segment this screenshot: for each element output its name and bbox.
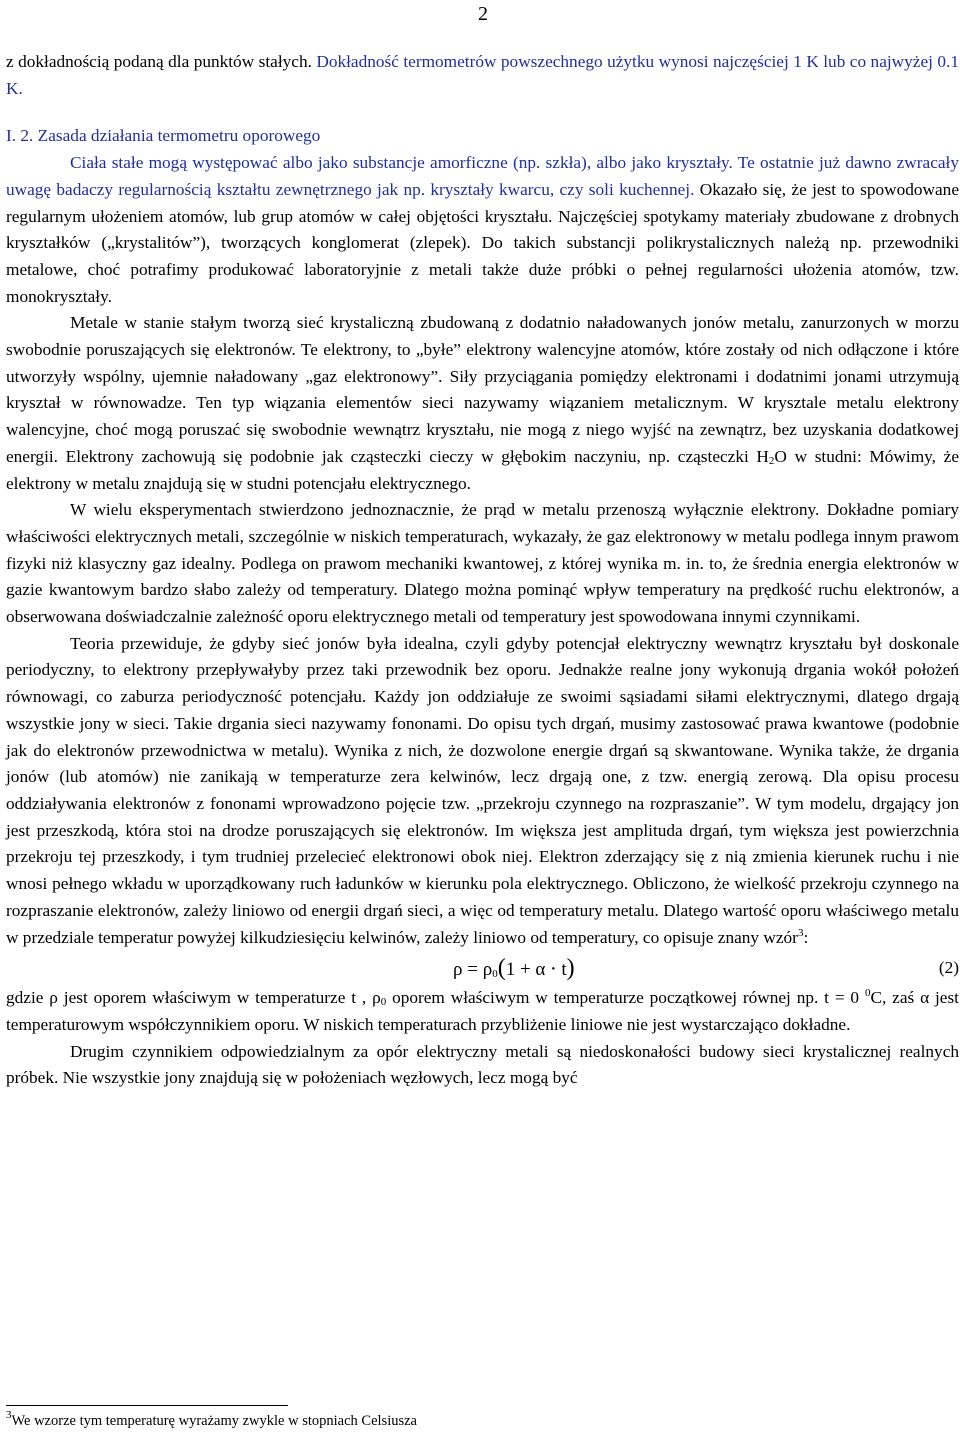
document-body: [6, 49, 959, 1092]
paragraph-crystals-a: Ciała stałe mogą występować albo jako substancje amorficzne (np. szkła), albo jako kryształy. Te ostatnie już dawno zwracały uwagę badaczy regularnością kształtu zewnętrznego jak np. kryształy kwarcu, czy soli kuchennej.: [6, 153, 959, 199]
section-heading: I. 2. Zasada działania termometru oporowego: [6, 126, 321, 146]
subscript-2: 2: [768, 454, 775, 467]
paragraph-where-c: C, zaś α jest temperaturowym współczynnikiem oporu. W niskich temperaturach przybliżenie liniowe nie jest wystarczająco dokładne.: [6, 988, 959, 1034]
formula-close-paren: ): [566, 955, 575, 982]
paragraph-metals-b: O w studni: Mówimy, że elektrony w metalu znajdują się w studni potencjału elektrycznego.: [6, 446, 959, 493]
footnote-reference: 3: [797, 926, 804, 939]
paragraph-where-a: gdzie ρ jest oporem właściwym w temperaturze t , ρ: [6, 988, 381, 1008]
page-number: 2: [478, 3, 488, 25]
footnote-mark: 3: [6, 1409, 12, 1421]
intro-text-a: z dokładnością podaną dla punktów stałych.: [6, 52, 317, 71]
paragraph-crystals-b: Okazało się, że jest to spowodowane regularnym ułożeniem atomów, lub grup atomów w całej objętości kryształu. Najczęściej spotykamy materiały zbudowane z drobnych kryształków („krystalitów”), tworzących konglomerat (zlepek). Do takich substancji polikrystalicznych należą np. przewodniki metalowe, choć potrafimy produkować laboratoryjnie z metali także duże próbki o pełnej regularności ułożenia atomów, tzw. monokryształy.: [6, 179, 959, 306]
intro-text-b: Dokładność termometrów powszechnego użytku wynosi najczęściej 1 K lub co najwyżej 0.1 K.: [6, 52, 959, 98]
paragraph-where-b: oporem właściwym w temperaturze początkowej równej np. t = 0: [386, 988, 865, 1008]
paragraph-metals-a: Metale w stanie stałym tworzą sieć krystaliczną zbudowaną z dodatnio naładowanych jonów metalu, zanurzonych w morzu swobodnie poruszających się elektronów. Te elektrony, to „byłe” elektrony walencyjne atomów, które zostały od nich odłączone i które utworzyły wspólny, ujemnie naładowany „gaz elektronowy”. Siły przyciągania pomiędzy elektronami i dodatnimi jonami utrzymują kryształ w równowadze. Ten typ wiązania elementów sieci nazywamy wiązaniem metalicznym. W krysztale metalu elektrony walencyjne, choć mogą poruszać się swobodnie wewnątrz kryształu, nie mogą z niego wyjść na zewnątrz, bez uzyskania dodatkowej energii. Elektrony zachowują się podobnie jak cząsteczki cieczy w głębokim naczyniu, np. cząsteczki H: [6, 313, 959, 466]
degree-superscript: 0: [864, 987, 871, 1000]
footnote: [6, 1411, 417, 1431]
paragraph-where: [6, 985, 959, 1038]
formula-sub: 0: [492, 968, 498, 981]
paragraph-experiments: W wielu eksperymentach stwierdzono jednoznacznie, że prąd w metalu przenoszą wyłącznie elektrony. Dokładne pomiary właściwości elektrycznych metali, szczególnie w niskich temperaturach, wykazały, że gaz elektronowy w metalu podlega innym prawom fizyki niż klasyczny gaz idealny. Podlega on prawom mechaniki kwantowej, z której wynika m. in. to, że średnia energia elektronów w gazie kwantowym bardzo słabo zależy od temperatury. Dlatego można pominąć wpływ temperatury na prędkość ruchu elektronów, a obserwowana doświadczalnie zależność oporu elektrycznego metali od temperatury jest spowodowana innymi czynnikami.: [6, 500, 959, 627]
intro-paragraph: [6, 49, 959, 102]
paragraph-theory-end: :: [803, 927, 809, 947]
formula-row: [6, 953, 959, 983]
formula: [453, 955, 575, 984]
paragraph-theory-text: Teoria przewiduje, że gdyby sieć jonów była idealna, czyli gdyby potencjał elektryczny wewnątrz kryształu był doskonale periodyczny, to elektrony przepływałyby przez taki przewodnik bez oporu. Jednakże realne jony wykonują drgania wokół położeń równowagi, co zaburza periodyczność potencjału. Każdy jon oddziałuje ze swoimi sąsiadami siłami elektrycznymi, dlatego drgają wszystkie jony w sieci. Takie drgania sieci nazywamy fononami. Do opisu tych drgań, musimy zastosować prawa kwantowe (podobnie jak do elektronów przewodnictwa w metalu). Wynika z nich, że dozwolone energie drgań są skwantowane. Wynika także, że drgania jonów (lub atomów) nie zanikają w temperaturze zera kelwinów, lecz drgają one, z tzw. energią zerową. Dla opisu procesu oddziaływania elektronów z fononami wprowadzono pojęcie tzw. „przekroju czynnego na rozpraszanie”. W tym modelu, drgający jon jest przeszkodą, która stoi na drodze poruszających się elektronów. Im większa jest amplituda drgań, tym większa jest powierzchnia przekroju tej przeszkody, i tym trudniej przelecieć elektronowi obok niej. Elektron zderzający się z nią zmienia kierunek ruchu i nie wnosi pełnego wkładu w uporządkowany ruch ładunków w kierunku pola elektrycznego. Obliczono, że wielkość przekroju czynnego na rozpraszanie elektronów, zależy liniowo od energii drgań sieci, a więc od temperatury metalu. Dlatego wartość oporu właściwego metalu w przedziale temperatur powyżej kilkudziesięciu kelwinów, zależy liniowo od temperatury, co opisuje znany wzór: [6, 633, 959, 947]
paragraph-theory: [6, 631, 959, 951]
equation-number: (2): [938, 958, 959, 978]
footnote-divider: [6, 1405, 288, 1406]
rho-subscript: 0: [380, 996, 387, 1009]
formula-open-paren: (: [497, 955, 506, 982]
paragraph-defects: Drugim czynnikiem odpowiedzialnym za opór elektryczny metali są niedoskonałości budowy sieci krystalicznej realnych próbek. Nie wszystkie jony znajdują się w położeniach węzłowych, lecz mogą być: [6, 1041, 959, 1088]
paragraph-metals: [6, 310, 959, 497]
formula-inner: 1 + α ⋅ t: [505, 959, 567, 981]
formula-lhs: ρ = ρ: [453, 959, 493, 981]
footnote-text: We wzorze tym temperaturę wyrażamy zwykle w stopniach Celsiusza: [11, 1413, 417, 1429]
paragraph-crystals: [6, 150, 959, 310]
